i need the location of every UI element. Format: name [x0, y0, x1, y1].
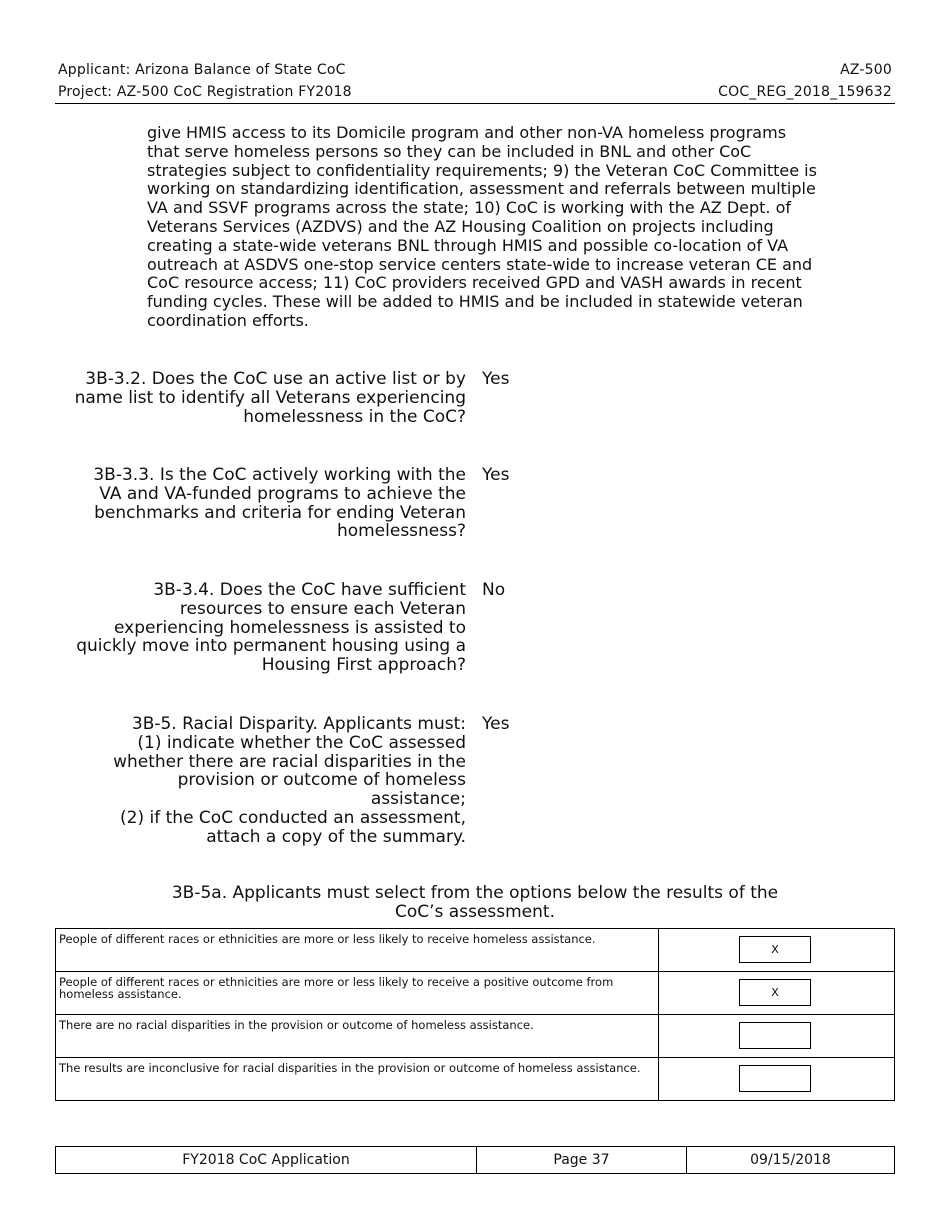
- answer-value: Yes: [482, 714, 510, 734]
- registration-id: COC_REG_2018_159632: [718, 84, 892, 100]
- option-checkbox[interactable]: [739, 1065, 811, 1092]
- option-checkbox[interactable]: [739, 1022, 811, 1049]
- options-title: 3B-5a. Applicants must select from the options below the results of the CoC’s assessment.: [171, 883, 779, 922]
- header-divider: [55, 103, 895, 104]
- question-text: 3B-3.3. Is the CoC actively working with the VA and VA-funded programs to achieve the benchmarks and criteria for ending Veteran homelessness?: [93, 465, 466, 542]
- answer-value: No: [482, 580, 506, 600]
- option-checkbox[interactable]: X: [739, 979, 811, 1006]
- continuation-paragraph: give HMIS access to its Domicile program and other non-VA homeless programs that serve homeless persons so they can be included in BNL and other CoC strategies subject to confidentiality requirements; 9) the Veteran CoC Committee is working on standardizing identification, assessment and referrals between multiple VA and SSVF programs across the state; 10) CoC is working with the AZ Dept. of Veterans Services (AZDVS) and the AZ Housing Coalition on projects including creating a state-wide veterans BNL through HMIS and possible co-location of VA outreach at ASDVS one-stop service centers state-wide to increase veteran CE and CoC resource access; 11) CoC providers received GPD and VASH awards in recent funding cycles. These will be added to HMIS and be included in statewide veteran coordination efforts.: [147, 123, 817, 330]
- question-text: 3B-5. Racial Disparity. Applicants must: (1) indicate whether the CoC assessed whether there are racial disparities in the provision or outcome of homeless assistance; (2) if the CoC conducted an assessment, attach a copy of the summary.: [113, 714, 466, 847]
- applicant-label: Applicant: Arizona Balance of State CoC: [58, 62, 346, 78]
- assessment-options-table: [55, 928, 895, 1101]
- table-row: [56, 929, 895, 972]
- table-row: [56, 1058, 895, 1101]
- table-row: [56, 1015, 895, 1058]
- footer-application: FY2018 CoC Application: [56, 1147, 477, 1174]
- option-text: People of different races or ethnicities are more or less likely to receive a positive outcome from homeless assistance.: [56, 972, 659, 1015]
- option-checkbox[interactable]: X: [739, 936, 811, 963]
- footer-page-number: Page 37: [477, 1147, 687, 1174]
- question-text: 3B-3.2. Does the CoC use an active list or by name list to identify all Veterans experiencing homelessness in the CoC?: [74, 369, 466, 427]
- question-text: 3B-3.4. Does the CoC have sufficient resources to ensure each Veteran experiencing homelessness is assisted to quickly move into permanent housing using a Housing First approach?: [76, 580, 466, 676]
- option-text: People of different races or ethnicities are more or less likely to receive homeless assistance.: [56, 929, 659, 972]
- coc-code: AZ-500: [840, 62, 892, 78]
- table-row: [56, 972, 895, 1015]
- option-text: There are no racial disparities in the provision or outcome of homeless assistance.: [56, 1015, 659, 1058]
- page-header: [58, 59, 892, 103]
- option-text: The results are inconclusive for racial disparities in the provision or outcome of homeless assistance.: [56, 1058, 659, 1101]
- answer-value: Yes: [482, 369, 510, 389]
- project-label: Project: AZ-500 CoC Registration FY2018: [58, 84, 352, 100]
- answer-value: Yes: [482, 465, 510, 485]
- footer-date: 09/15/2018: [687, 1147, 895, 1174]
- page-footer: [55, 1146, 895, 1174]
